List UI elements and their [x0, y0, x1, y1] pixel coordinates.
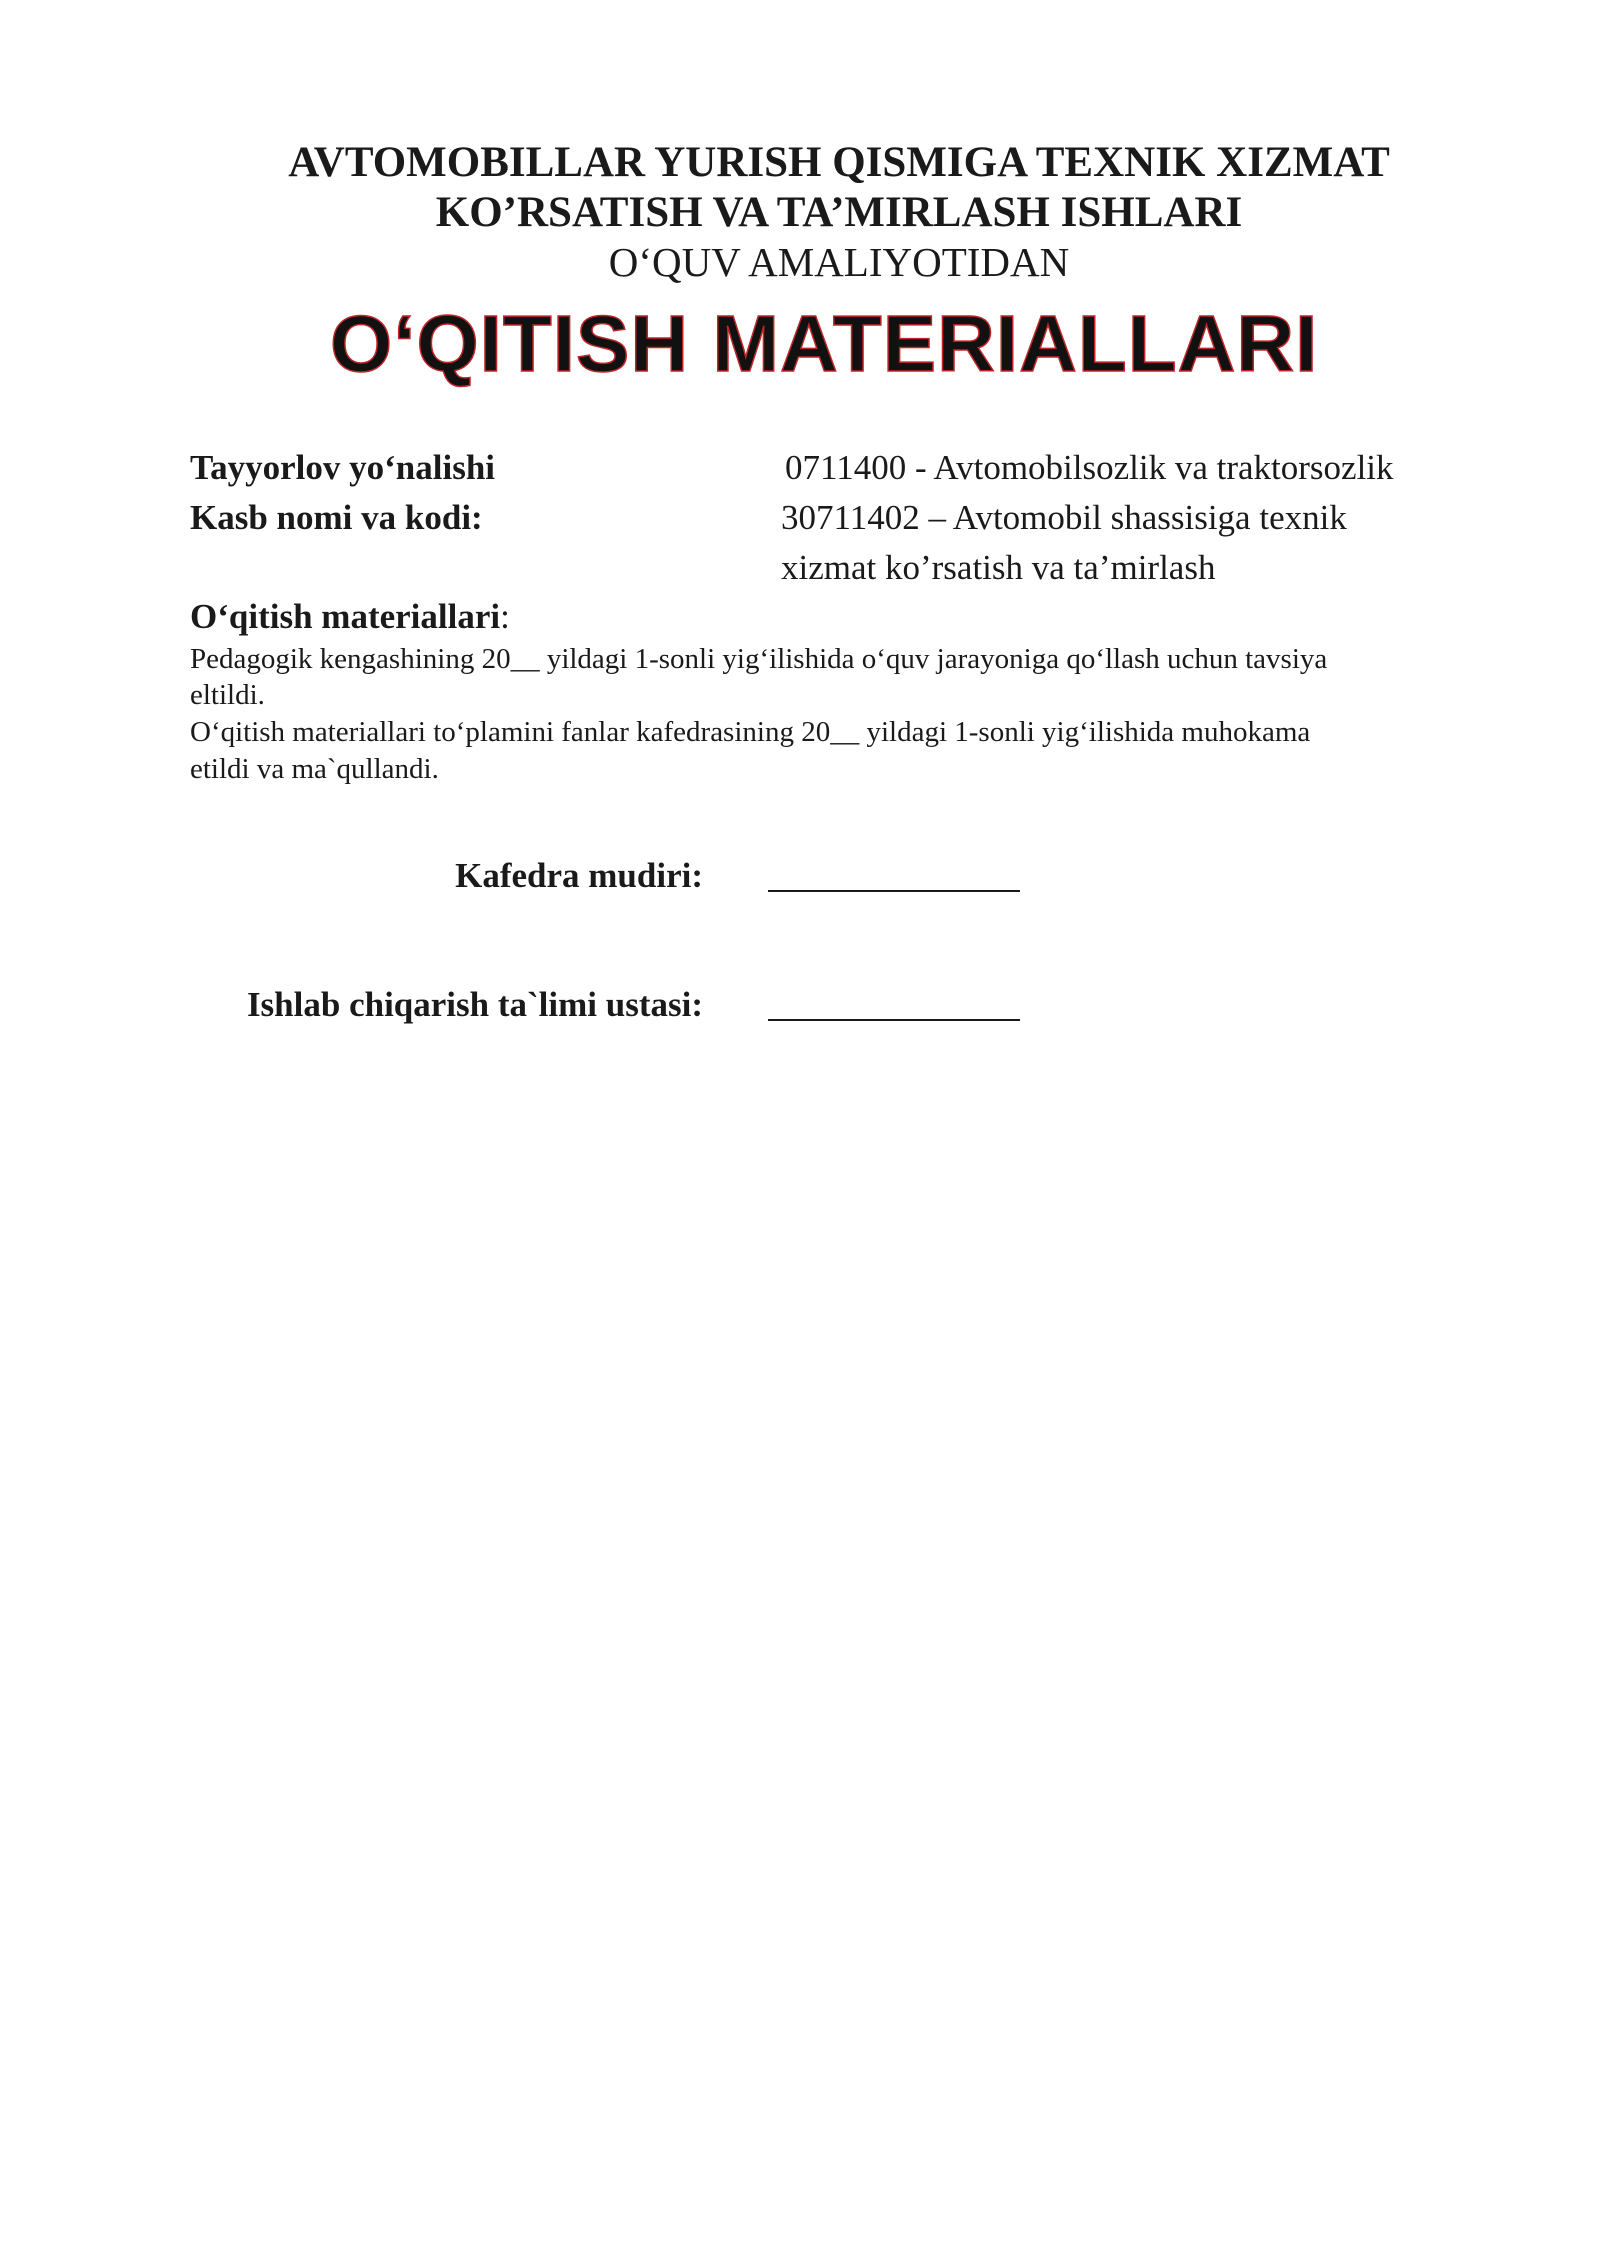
- profession-value-line-2: xizmat ko’rsatish va ta’mirlash: [781, 548, 1216, 587]
- approval-paragraph-1-line-2: eltildi.: [190, 679, 265, 711]
- profession-label: Kasb nomi va kodi:: [190, 498, 483, 537]
- approval-paragraph-1-line-1: Pedagogik kengashining 20__ yildagi 1-sonli yig‘ilishida o‘quv jarayoniga qo‘llash uchun tavsiya: [190, 643, 1328, 675]
- profession-value-line-1: 30711402 – Avtomobil shassisiga texnik: [781, 498, 1347, 537]
- document-headline: O‘QITISH MATERIALLARI: [330, 299, 1319, 388]
- materials-heading-colon: :: [500, 597, 510, 636]
- document-title-line-1: AVTOMOBILLAR YURISH QISMIGA TEXNIK XIZMAT: [288, 139, 1390, 186]
- direction-value: 0711400 - Avtomobilsozlik va traktorsozlik: [785, 448, 1394, 487]
- approval-paragraph-2-line-2: etildi va ma`qullandi.: [190, 753, 439, 785]
- department-head-label: Kafedra mudiri:: [455, 856, 703, 895]
- department-head-signature-line: [768, 890, 1020, 892]
- direction-label: Tayyorlov yo‘nalishi: [190, 448, 496, 487]
- materials-heading-text: O‘qitish materiallari: [190, 597, 501, 636]
- materials-heading: [190, 597, 510, 637]
- production-master-signature-line: [768, 1019, 1020, 1021]
- approval-paragraph-2-line-1: O‘qitish materiallari to‘plamini fanlar kafedrasining 20__ yildagi 1-sonli yig‘ilishida muhokama: [190, 716, 1311, 748]
- production-master-label: Ishlab chiqarish ta`limi ustasi:: [246, 985, 703, 1024]
- document-title-line-2: KO’RSATISH VA TA’MIRLASH ISHLARI: [435, 189, 1243, 236]
- document-subtitle: O‘QUV AMALIYOTIDAN: [608, 239, 1070, 285]
